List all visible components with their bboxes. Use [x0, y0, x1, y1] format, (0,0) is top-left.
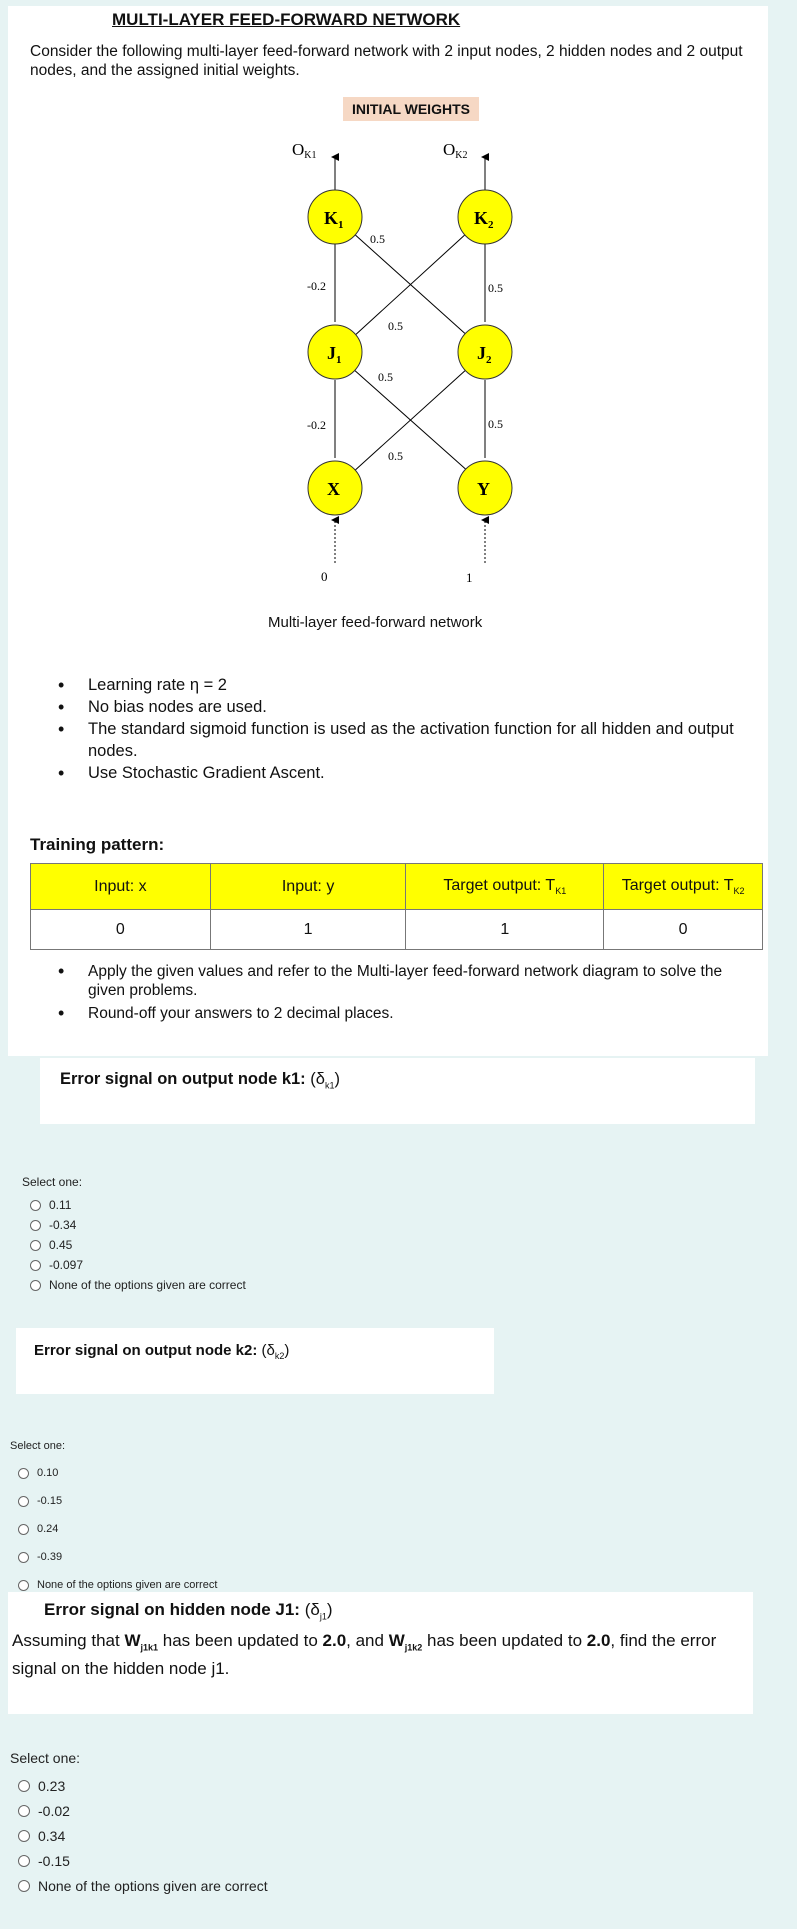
parameters-list [88, 674, 758, 784]
q2-select-one: Select one: [10, 1440, 66, 1452]
label-j1: $J_1$ [327, 343, 342, 366]
q2-option[interactable]: -0.39 [18, 1543, 217, 1571]
header-input-y: Input: y [210, 864, 406, 910]
q2-panel [16, 1328, 494, 1394]
cell-input-x: 0 [31, 910, 211, 950]
q1-title: Error signal on output node k1: $(\delta_{k1})$ [60, 1070, 340, 1091]
header-target-k2: Target output: $T_{K2}$ [604, 864, 763, 910]
q2-option[interactable]: None of the options given are correct [18, 1571, 217, 1599]
bullet-round-off: • Round-off your answers to 2 decimal places. [88, 1004, 758, 1023]
q1-option[interactable]: 0.11 [30, 1195, 246, 1215]
radio-button[interactable] [18, 1880, 30, 1892]
radio-button[interactable] [18, 1855, 30, 1867]
q3-option[interactable]: -0.02 [18, 1798, 268, 1823]
q2-title: Error signal on output node k2: $(\delta_{k2})$ [34, 1342, 290, 1361]
q1-option[interactable]: -0.34 [30, 1215, 246, 1235]
bullet-apply-values: • Apply the given values and refer to the Multi-layer feed-forward network diagram to solve the given problems. [88, 962, 758, 1000]
q3-option[interactable]: None of the options given are correct [18, 1873, 268, 1898]
label-k1: $K_1$ [324, 208, 344, 231]
q1-symbol: $(\delta_{k1})$ [310, 1070, 340, 1091]
q3-option[interactable]: 0.23 [18, 1773, 268, 1798]
table-header-row [31, 864, 763, 910]
weight-j1-k1: -0.2 [307, 279, 326, 293]
weight-center-upper: 0.5 [388, 319, 403, 333]
bullet-no-bias: • No bias nodes are used. [88, 696, 758, 718]
q3-symbol: $(\delta_{j1})$ [304, 1600, 333, 1622]
radio-button[interactable] [18, 1496, 29, 1507]
header-input-x: Input: x [31, 864, 211, 910]
q1-options [30, 1195, 246, 1295]
q2-option[interactable]: -0.15 [18, 1487, 217, 1515]
page-title: MULTI-LAYER FEED-FORWARD NETWORK [112, 10, 461, 29]
bullet-sga: • Use Stochastic Gradient Ascent. [88, 762, 758, 784]
radio-button[interactable] [30, 1200, 41, 1211]
radio-button[interactable] [18, 1552, 29, 1563]
radio-button[interactable] [18, 1780, 30, 1792]
weight-x-j1: -0.2 [307, 418, 326, 432]
training-pattern-table [30, 863, 763, 950]
q3-title: Error signal on hidden node J1: $(\delta_{j1})$ [44, 1600, 333, 1622]
q1-option[interactable]: None of the options given are correct [30, 1275, 246, 1295]
radio-button[interactable] [30, 1240, 41, 1251]
q2-options [18, 1459, 217, 1599]
q1-option[interactable]: -0.097 [30, 1255, 246, 1275]
training-pattern-label: Training pattern: [30, 835, 165, 854]
radio-button[interactable] [30, 1280, 41, 1291]
cell-input-y: 1 [210, 910, 406, 950]
label-y: Y [477, 479, 490, 499]
radio-button[interactable] [18, 1580, 29, 1591]
initial-weights-badge: INITIAL WEIGHTS [343, 97, 479, 121]
radio-button[interactable] [18, 1805, 30, 1817]
bullet-sigmoid: • The standard sigmoid function is used as the activation function for all hidden and output nodes. [88, 718, 758, 762]
weight-j1-y: 0.5 [378, 370, 393, 384]
weight-y-j2: 0.5 [488, 417, 503, 431]
label-j2: $J_2$ [477, 343, 492, 366]
q1-option[interactable]: 0.45 [30, 1235, 246, 1255]
q3-option[interactable]: -0.15 [18, 1848, 268, 1873]
q1-panel [40, 1058, 755, 1124]
instructions-list [88, 962, 758, 1023]
q2-option[interactable]: 0.24 [18, 1515, 217, 1543]
radio-button[interactable] [30, 1260, 41, 1271]
input-y-value: 1 [466, 570, 473, 585]
q3-option[interactable]: 0.34 [18, 1823, 268, 1848]
q1-select-one: Select one: [22, 1175, 83, 1189]
q3-options [18, 1773, 268, 1898]
bullet-learning-rate: • Learning rate η = 2 [88, 674, 758, 696]
q3-select-one: Select one: [10, 1750, 81, 1766]
radio-button[interactable] [18, 1830, 30, 1842]
network-diagram [0, 0, 797, 620]
label-ok2: OK2 [443, 140, 468, 161]
weight-center-lower: 0.5 [388, 449, 403, 463]
weight-j2-k2: 0.5 [488, 281, 503, 295]
label-ok1: OK1 [292, 140, 317, 161]
radio-button[interactable] [18, 1524, 29, 1535]
label-x: X [327, 479, 340, 499]
diagram-caption: Multi-layer feed-forward network [268, 614, 483, 631]
header-target-k1: Target output: $T_{K1}$ [406, 864, 604, 910]
q3-question-text: Assuming that $W_{j1k1}$ has been updated to 2.0, and $W_{j1k2}$ has been updated to 2.0, find the error signal on the hidden node j1. [12, 1631, 717, 1679]
cell-target-k1: 1 [406, 910, 604, 950]
input-x-value: 0 [321, 569, 328, 584]
label-k2: $K_2$ [474, 208, 494, 231]
cell-target-k2: 0 [604, 910, 763, 950]
weight-k1-j2: 0.5 [370, 232, 385, 246]
q2-option[interactable]: 0.10 [18, 1459, 217, 1487]
table-row [31, 910, 763, 950]
q2-symbol: $(\delta_{k2})$ [261, 1342, 290, 1361]
radio-button[interactable] [30, 1220, 41, 1231]
radio-button[interactable] [18, 1468, 29, 1479]
intro-text: Consider the following multi-layer feed-forward network with 2 input nodes, 2 hidden nodes and 2 output nodes, and the assigned initial weights. [30, 43, 743, 79]
